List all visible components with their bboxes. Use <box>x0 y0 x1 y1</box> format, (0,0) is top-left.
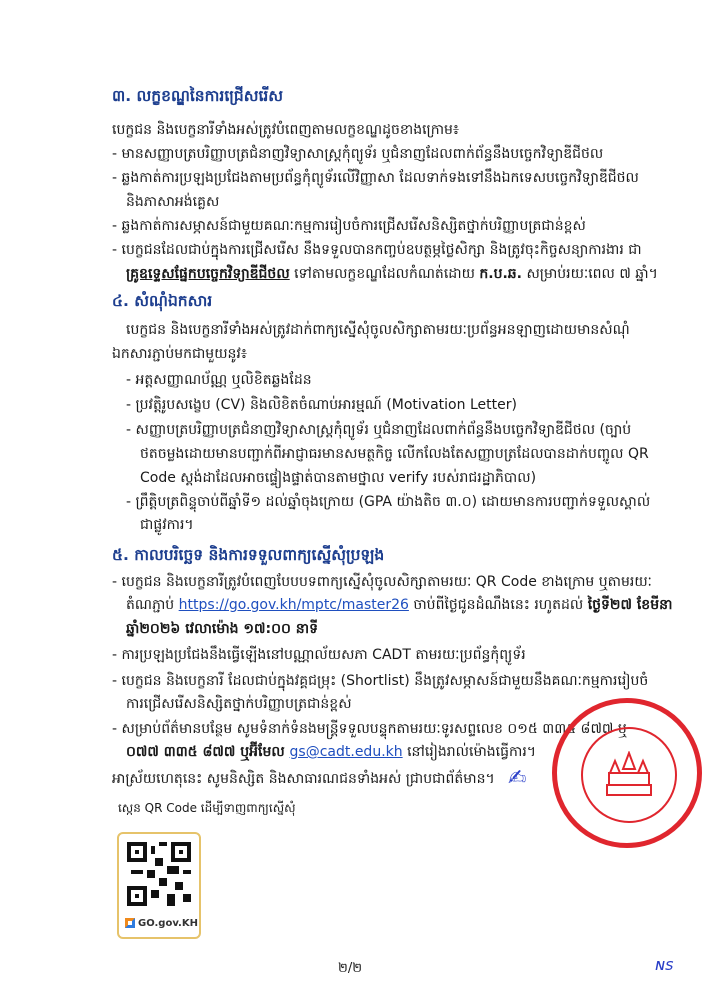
official-stamp <box>552 698 702 848</box>
section-4-intro-cont: ឯកសារភ្ជាប់មកជាមួយនូវ៖ <box>112 346 248 362</box>
phone-number: ០៧៧ ៣៣៥ ៨៧៧ ឬអ៊ីមែល <box>126 744 290 760</box>
go-gov-kh-logo <box>125 918 198 929</box>
section-4-intro: បេក្ខជន និងបេក្ខនារីទាំងអស់ត្រូវដាក់ពាក្យស្នើសុំចូលសិក្សាតាមរយៈប្រព័ន្ធអនឡាញដោយមានសំណុំ <box>126 322 630 338</box>
text: តំណភ្ជាប់ <box>126 597 179 613</box>
list-item-cont <box>126 595 672 615</box>
list-item: - បេក្ខជន និងបេក្ខនារីត្រូវបំពេញបែបបទពាក្យស្នើសុំចូលសិក្សាតាមរយៈ QR Code ខាងក្រោម ឬតាមរយៈ <box>112 574 652 590</box>
angkor-temple-icon <box>605 751 653 797</box>
qr-code[interactable] <box>127 842 191 906</box>
list-item: - ព្រឹត្តិបត្រពិន្ទុចាប់ពីឆ្នាំទី១ ដល់ឆ្នាំចុងក្រោយ (GPA យ៉ាងតិច ៣.០) ដោយមានការបញ្ជាក់ទទួលស្គាល់ <box>126 494 651 510</box>
text: នៅរៀងរាល់ម៉ោងធ្វើការ។ <box>402 744 537 760</box>
list-item: - សញ្ញាបត្របរិញ្ញាបត្រជំនាញវិទ្យាសាស្ត្រកុំព្យូទ័រ ឬជំនាញដែលពាក់ព័ន្ធនឹងបច្ចេកវិទ្យាឌីជីថល (ច្បាប់ <box>126 422 632 438</box>
list-item-cont <box>126 264 658 284</box>
list-item-cont: ការជ្រើសរើសនិស្សិតថ្នាក់បរិញ្ញាបត្រជាន់ខ្ពស់ <box>126 696 352 712</box>
list-item: - ប្រវត្តិរូបសង្ខេប (CV) និងលិខិតចំណាប់អារម្មណ៍ (Motivation Letter) <box>126 397 517 413</box>
signature: ✍ <box>508 766 527 791</box>
list-item: - ឆ្លងកាត់ការសម្ភាសន៍ជាមួយគណៈកម្មការរៀបចំការជ្រើសរើសនិស្សិតថ្នាក់បរិញ្ញាបត្រជាន់ខ្ពស់ <box>112 218 586 234</box>
go-logo-icon <box>125 918 135 928</box>
list-item-cont <box>126 742 536 762</box>
deadline-time: ឆ្នាំ២០២៦ វេលាម៉ោង ១៧:០០ នាទី <box>126 621 319 637</box>
position-title: គ្រូឧទ្ទេសផ្នែកបច្ចេកវិទ្យាឌីជីថល <box>126 266 290 282</box>
list-item: - ឆ្លងកាត់ការប្រឡងប្រជែងតាមប្រព័ន្ធកុំព្យូទ័រលើវិញ្ញាសា ដែលទាក់ទងទៅនឹងឯកទេសបច្ចេកវិទ្យាឌីជីថល <box>112 170 639 186</box>
brand-text: GO.gov.KH <box>138 918 198 929</box>
list-item-cont: ជាផ្លូវការ។ <box>140 517 194 533</box>
section-3-heading: ៣. លក្ខខណ្ឌនៃការជ្រើសរើស <box>112 87 284 105</box>
text: ចាប់ពីថ្ងៃជូនដំណឹងនេះ រហូតដល់ <box>408 597 588 613</box>
text: ទៅតាមលក្ខខណ្ឌដែលកំណត់ដោយ <box>289 266 480 282</box>
list-item-cont: Code ស្តង់ដាដែលអាចផ្ទៀងផ្ទាត់បានតាមថ្នាល verify របស់រាជរដ្ឋាភិបាល) <box>140 470 537 486</box>
section-3-intro: បេក្ខជន និងបេក្ខនារីទាំងអស់ត្រូវបំពេញតាមលក្ខខណ្ឌដូចខាងក្រោម៖ <box>112 122 460 138</box>
list-item: - ការប្រឡងប្រជែងនឹងធ្វើឡើងនៅបណ្ណាល័យសភា CADT តាមរយៈប្រព័ន្ធកុំព្យូទ័រ <box>112 647 526 663</box>
section-5-heading: ៥. កាលបរិច្ឆេទ និងការទទួលពាក្យស្នើសុំប្រឡង <box>112 546 385 564</box>
initials: ɴs <box>655 955 674 974</box>
email-link[interactable]: gs@cadt.edu.kh <box>289 744 403 760</box>
application-link[interactable]: https://go.gov.kh/mptc/master26 <box>178 597 409 613</box>
qr-code-card[interactable] <box>117 832 201 939</box>
text: សម្រាប់រយៈពេល ៧ ឆ្នាំ។ <box>522 266 658 282</box>
stamp-inner-ring <box>581 727 677 823</box>
closing-text: អាស្រ័យហេតុនេះ សូមនិស្សិត និងសាធារណជនទាំងអស់ ជ្រាបជាព័ត៌មាន។ <box>112 771 495 787</box>
list-item-cont: និងភាសាអង់គ្លេស <box>126 194 220 210</box>
section-4-heading: ៤. សំណុំឯកសារ <box>112 292 213 310</box>
list-item: - មានសញ្ញាបត្របរិញ្ញាបត្រជំនាញវិទ្យាសាស្ត្រកុំព្យូទ័រ ឬជំនាញដែលពាក់ព័ន្ធនឹងបច្ចេកវិទ្យាឌីជីថល <box>112 146 604 162</box>
list-item: - បេក្ខជន និងបេក្ខនារី ដែលជាប់ក្នុងវគ្គជម្រុះ (Shortlist) នឹងត្រូវសម្ភាសន៍ជាមួយនឹងគណៈកម្មការរៀបចំ <box>112 673 649 689</box>
list-item-cont: ថតចម្លងដោយមានបញ្ជាក់ពីអាជ្ញាធរមានសមត្ថកិច្ច លើកលែងតែសញ្ញាបត្រដែលបានដាក់បញ្ចូល QR <box>140 446 649 462</box>
page-number: ២/២ <box>338 961 363 976</box>
list-item: - សម្រាប់ព័ត៌មានបន្ថែម សូមទំនាក់ទំនងមន្ត្រីទទួលបន្ទុកតាមរយៈទូរសព្ទលេខ ០១៥ ៣៣៥ ៨៧៧ ឬ <box>112 721 627 737</box>
qr-label: ស្កេន QR Code ដើម្បីទាញពាក្យស្នើសុំ <box>118 801 296 815</box>
deadline-date: ថ្ងៃទី២៧ ខែមីនា <box>587 597 673 613</box>
list-item: - បេក្ខជនដែលជាប់ក្នុងការជ្រើសរើស នឹងទទួលបានកញ្ចប់ឧបត្ថម្ភថ្លៃសិក្សា និងត្រូវចុះកិច្ចសន្យាការងារ ជា <box>112 242 642 258</box>
list-item: - អត្តសញ្ញាណប័ណ្ណ ឬលិខិតឆ្លងដែន <box>126 372 312 388</box>
ministry-abbr: ក.ប.ឆ. <box>479 266 522 282</box>
